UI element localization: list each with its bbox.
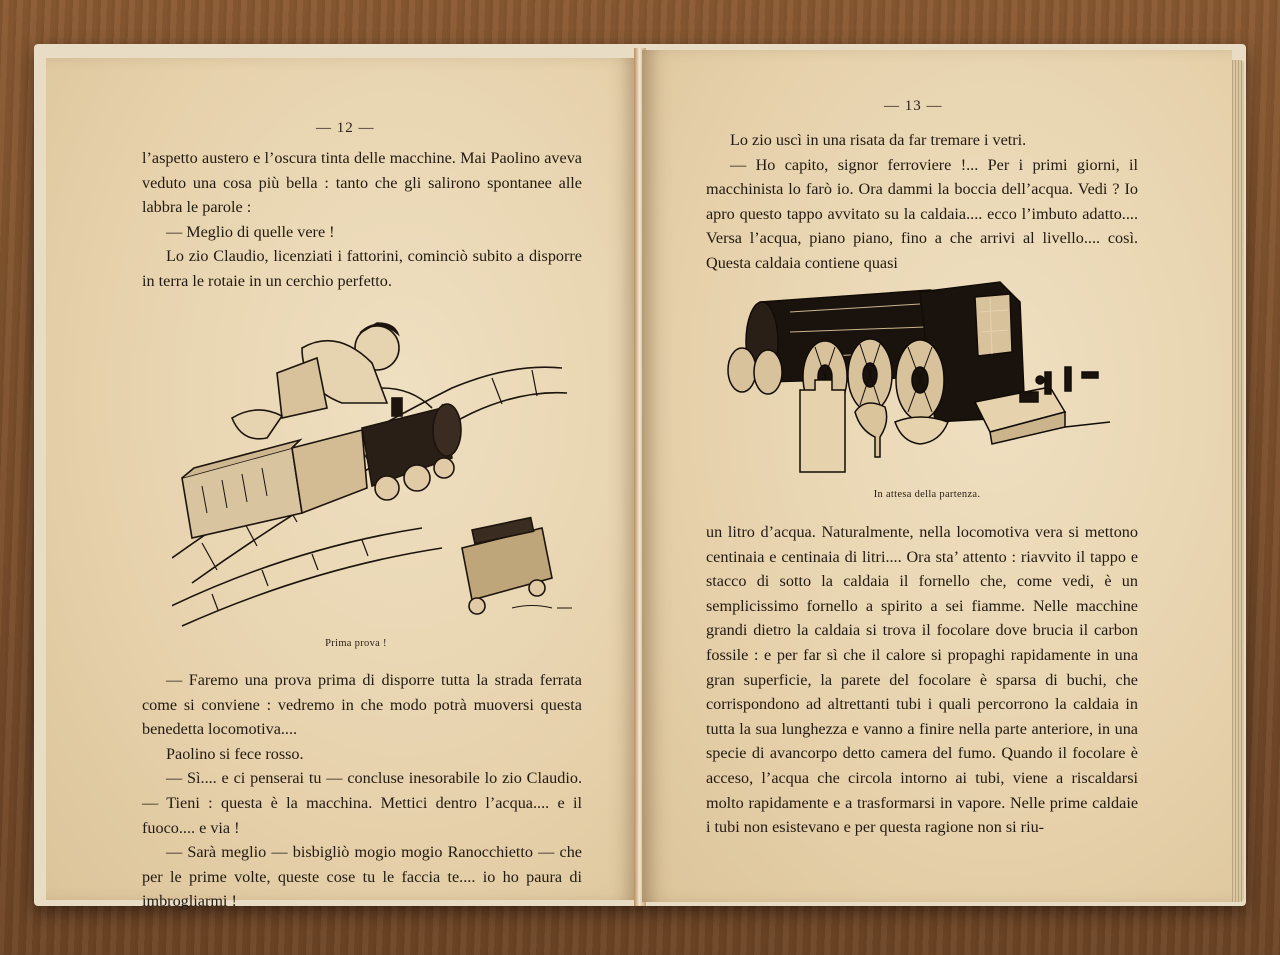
right-text-bottom <box>706 520 1138 840</box>
illustration-caption: Prima prova ! <box>325 638 387 649</box>
paragraph: un litro d’acqua. Naturalmente, nella locomotiva vera si mettono centinaia e centinaia di litri.... Ora sta’ attento : riavvito il tappo e stacco di sotto la caldaia il fornello che, come vedi, è un semplicissimo fornello a spirito a sei fiamme. Nelle macchine grandi dietro la caldaia si trova il focolare dove brucia il carbon fossile : e per far sì che il calore si propaghi rapidamente in una gran superficie, la parete del focolare è sparsa di buchi, che corrispondono ad altrettanti tubi i quali percorrono la caldaia in tutta la sua lunghezza e vanno a finire nella parte anteriore, in una specie di avancorpo detto camera del fumo. Quando il focolare è acceso, l’acqua che circola intorno ai tubi, viene a riscaldarsi molto rapidamente e a trasformarsi in vapore. Nelle prime caldaie i tubi non esistevano e per questa ragione non si riu- <box>706 523 1138 837</box>
left-page <box>46 58 638 911</box>
paragraph: Lo zio uscì in una risata da far tremare i vetri. <box>730 131 1027 149</box>
locomotive-with-funnel-illustration <box>720 272 1130 482</box>
illustration-caption: In attesa della partenza. <box>873 489 981 500</box>
right-text-top <box>706 128 1138 276</box>
paragraph: l’aspetto austero e l’oscura tinta delle macchine. Mai Paolino aveva veduto una cosa più bella : tanto che gli salirono spontanee alle labbra le parole : <box>142 149 582 217</box>
right-page <box>642 50 1232 902</box>
paragraph: — Ho capito, signor ferroviere !... Per i primi giorni, il macchinista lo farò io. Ora dammi la boccia dell’acqua. Vedi ? Io apro questo tappo avvitato su la caldaia.... ecco l’imbuto adatto.... Versa l’acqua, piano piano, fino a che arrivi al livello.... così. Questa caldaia contiene quasi <box>706 155 1138 272</box>
paragraph: — Meglio di quelle vere ! <box>166 222 335 241</box>
page-number: — 12 — <box>316 120 375 136</box>
boy-with-toy-train-illustration <box>172 308 572 628</box>
paragraph: Paolino si fece rosso. <box>166 744 304 763</box>
paragraph: — Sarà meglio — bisbigliò mogio mogio Ranocchietto — che per le prime volte, queste cose tu le faccia te.... io ho paura di imbrogliarmi ! <box>142 843 582 911</box>
paragraph: — Faremo una prova prima di disporre tutta la strada ferrata come si conviene : vedremo in che modo potrà muoversi questa benedetta locomotiva.... <box>142 671 582 739</box>
page-edges <box>1230 60 1244 902</box>
page-number: — 13 — <box>884 98 943 114</box>
paragraph: Lo zio Claudio, licenziati i fattorini, cominciò subito a disporre in terra le rotaie in un cerchio perfetto. <box>142 247 582 290</box>
left-text-bottom <box>142 668 582 914</box>
paragraph: — Sì.... e ci penserai tu — concluse inesorabile lo zio Claudio. — Tieni : questa è la macchina. Mettici dentro l’acqua.... e il fuoco.... e via ! <box>142 769 582 837</box>
left-text-top <box>142 146 582 294</box>
